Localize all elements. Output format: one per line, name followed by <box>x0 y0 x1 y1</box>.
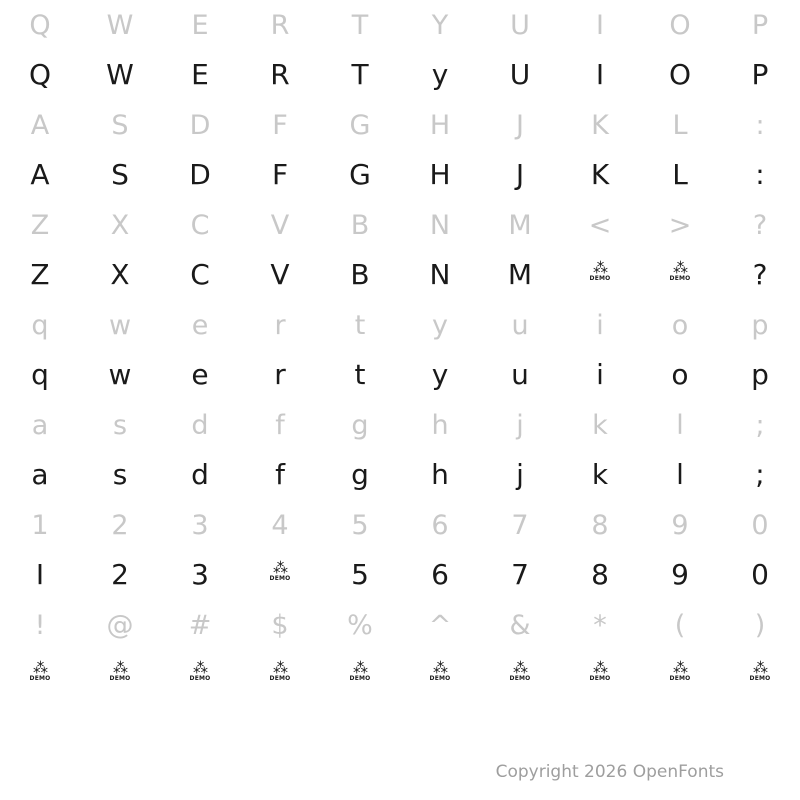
glyph-cell: k <box>592 409 608 441</box>
glyph-cell: < <box>588 209 612 241</box>
glyph-cell: w <box>108 358 132 391</box>
glyph-cell: G <box>349 158 371 191</box>
demo-marker-icon <box>560 650 640 700</box>
demo-marker-label: DEMO <box>589 675 611 682</box>
glyph-cell: 2 <box>111 509 129 541</box>
glyph-row <box>0 200 800 250</box>
demo-marker-icon <box>240 550 320 600</box>
glyph-cell: X <box>110 258 130 291</box>
flower-icon <box>188 659 212 688</box>
glyph-cell: 7 <box>511 509 529 541</box>
glyph-cell: u <box>511 358 529 391</box>
glyph-cell: 9 <box>671 509 689 541</box>
glyph-cell: q <box>31 358 49 391</box>
glyph-cell: * <box>593 609 607 641</box>
flower-petals: ⁂ <box>33 659 47 677</box>
glyph-cell: I <box>35 558 45 591</box>
glyph-cell: Y <box>431 9 449 41</box>
glyph-cell: W <box>106 9 134 41</box>
glyph-row <box>0 300 800 350</box>
glyph-cell: I <box>596 9 604 41</box>
glyph-cell: H <box>429 158 451 191</box>
glyph-cell: # <box>188 609 212 641</box>
flower-petals: ⁂ <box>593 259 607 277</box>
glyph-cell: ^ <box>428 609 452 641</box>
glyph-cell: O <box>669 9 691 41</box>
glyph-cell: o <box>671 309 689 341</box>
glyph-cell: D <box>189 109 211 141</box>
glyph-cell: : <box>755 158 765 191</box>
demo-marker-label: DEMO <box>189 675 211 682</box>
demo-marker-icon <box>0 650 80 700</box>
flower-icon <box>508 659 532 688</box>
glyph-cell: 5 <box>351 509 369 541</box>
glyph-cell: 3 <box>191 558 209 591</box>
glyph-cell: a <box>31 409 49 441</box>
flower-icon <box>428 659 452 688</box>
glyph-cell: Q <box>29 9 51 41</box>
glyph-cell: j <box>516 458 524 491</box>
glyph-cell: l <box>676 458 684 491</box>
glyph-cell: y <box>431 358 449 391</box>
glyph-cell: > <box>668 209 692 241</box>
glyph-cell: $ <box>271 609 289 641</box>
demo-marker-label: DEMO <box>669 275 691 282</box>
flower-icon <box>588 659 612 688</box>
flower-petals: ⁂ <box>273 559 287 577</box>
glyph-cell: C <box>190 209 210 241</box>
glyph-cell: y <box>431 58 449 91</box>
glyph-cell: & <box>509 609 531 641</box>
glyph-cell: F <box>272 109 288 141</box>
glyph-cell: S <box>111 158 129 191</box>
flower-petals: ⁂ <box>433 659 447 677</box>
glyph-cell: K <box>590 158 610 191</box>
glyph-cell: M <box>508 209 532 241</box>
glyph-cell: T <box>351 9 369 41</box>
glyph-cell: u <box>511 309 529 341</box>
glyph-cell: E <box>191 58 209 91</box>
glyph-cell: 5 <box>351 558 369 591</box>
glyph-cell: g <box>351 409 369 441</box>
flower-icon <box>668 259 692 288</box>
glyph-row <box>0 450 800 500</box>
demo-marker-icon <box>80 650 160 700</box>
glyph-cell: P <box>751 9 769 41</box>
glyph-cell: U <box>510 9 530 41</box>
glyph-cell: U <box>509 58 531 91</box>
footer <box>0 762 800 782</box>
flower-icon <box>668 659 692 688</box>
demo-marker-icon <box>720 650 800 700</box>
glyph-cell: N <box>429 209 451 241</box>
demo-marker-label: DEMO <box>349 675 371 682</box>
glyph-cell: g <box>351 458 369 491</box>
glyph-cell: o <box>671 358 689 391</box>
glyph-cell: L <box>672 109 688 141</box>
glyph-row <box>0 250 800 300</box>
glyph-cell: 6 <box>431 509 449 541</box>
glyph-cell: Q <box>28 58 52 91</box>
glyph-cell: X <box>110 209 130 241</box>
glyph-cell: ? <box>752 209 768 241</box>
glyph-cell: N <box>429 258 451 291</box>
glyph-cell: Z <box>30 258 50 291</box>
glyph-cell: r <box>274 358 286 391</box>
glyph-cell: R <box>270 9 290 41</box>
flower-petals: ⁂ <box>593 659 607 677</box>
glyph-cell: S <box>111 109 129 141</box>
glyph-cell: : <box>755 109 765 141</box>
glyph-cell: H <box>429 109 451 141</box>
flower-petals: ⁂ <box>113 659 127 677</box>
flower-icon <box>588 259 612 288</box>
demo-marker-label: DEMO <box>109 675 131 682</box>
glyph-cell: ; <box>755 409 765 441</box>
demo-marker-icon <box>480 650 560 700</box>
flower-petals: ⁂ <box>353 659 367 677</box>
glyph-cell: i <box>596 358 604 391</box>
glyph-row <box>0 350 800 400</box>
glyph-cell: p <box>751 358 769 391</box>
glyph-cell: 8 <box>591 558 609 591</box>
glyph-row <box>0 400 800 450</box>
demo-marker-label: DEMO <box>589 275 611 282</box>
glyph-cell: a <box>31 458 49 491</box>
glyph-row <box>0 50 800 100</box>
demo-marker-label: DEMO <box>269 675 291 682</box>
glyph-cell: ; <box>755 458 765 491</box>
demo-marker-icon <box>560 250 640 300</box>
glyph-cell: O <box>668 58 692 91</box>
glyph-cell: s <box>112 458 128 491</box>
glyph-cell: A <box>30 109 50 141</box>
glyph-cell: 8 <box>591 509 609 541</box>
flower-petals: ⁂ <box>673 659 687 677</box>
demo-marker-label: DEMO <box>749 675 771 682</box>
glyph-cell: d <box>191 409 209 441</box>
flower-petals: ⁂ <box>513 659 527 677</box>
glyph-cell: W <box>106 58 134 91</box>
glyph-cell: V <box>270 258 290 291</box>
glyph-row <box>0 100 800 150</box>
glyph-cell: h <box>431 409 449 441</box>
flower-petals: ⁂ <box>273 659 287 677</box>
flower-icon <box>348 659 372 688</box>
glyph-cell: p <box>751 309 769 341</box>
glyph-cell: k <box>591 458 609 491</box>
copyright-text: Copyright 2026 OpenFonts <box>495 762 724 782</box>
flower-icon <box>28 659 52 688</box>
demo-marker-icon <box>640 650 720 700</box>
flower-icon <box>108 659 132 688</box>
glyph-cell: E <box>191 9 209 41</box>
glyph-cell: K <box>591 109 609 141</box>
glyph-cell: w <box>108 309 132 341</box>
demo-marker-label: DEMO <box>509 675 531 682</box>
glyph-cell: J <box>516 109 524 141</box>
demo-marker-icon <box>240 650 320 700</box>
glyph-cell: ) <box>754 609 766 641</box>
glyph-cell: t <box>354 358 366 391</box>
demo-marker-icon <box>160 650 240 700</box>
glyph-cell: 0 <box>751 558 769 591</box>
glyph-cell: r <box>274 309 286 341</box>
demo-marker-icon <box>320 650 400 700</box>
glyph-cell: @ <box>106 609 134 641</box>
glyph-cell: 1 <box>31 509 49 541</box>
glyph-cell: s <box>112 409 128 441</box>
demo-marker-label: DEMO <box>269 575 291 582</box>
glyph-cell: % <box>347 609 373 641</box>
glyph-row <box>0 600 800 650</box>
glyph-cell: R <box>270 58 290 91</box>
glyph-cell: 6 <box>431 558 449 591</box>
glyph-cell: e <box>191 309 209 341</box>
glyph-cell: G <box>349 109 371 141</box>
demo-marker-icon <box>640 250 720 300</box>
glyph-row <box>0 0 800 50</box>
flower-icon <box>268 559 292 588</box>
glyph-cell: A <box>30 158 50 191</box>
glyph-cell: l <box>676 409 684 441</box>
glyph-cell: t <box>354 309 366 341</box>
glyph-cell: f <box>275 458 285 491</box>
glyph-cell: I <box>595 58 605 91</box>
demo-marker-label: DEMO <box>29 675 51 682</box>
glyph-cell: y <box>432 309 448 341</box>
glyph-cell: B <box>350 209 370 241</box>
flower-petals: ⁂ <box>193 659 207 677</box>
glyph-cell: L <box>672 158 688 191</box>
glyph-cell: i <box>596 309 604 341</box>
glyph-cell: d <box>191 458 209 491</box>
glyph-row <box>0 150 800 200</box>
demo-marker-label: DEMO <box>429 675 451 682</box>
demo-marker-icon <box>400 650 480 700</box>
demo-marker-label: DEMO <box>669 675 691 682</box>
glyph-cell: f <box>275 409 285 441</box>
glyph-cell: J <box>515 158 525 191</box>
flower-icon <box>748 659 772 688</box>
glyph-cell: 4 <box>271 509 289 541</box>
glyph-cell: j <box>516 409 524 441</box>
glyph-row <box>0 550 800 600</box>
glyph-cell: Z <box>30 209 50 241</box>
glyph-cell: h <box>431 458 449 491</box>
glyph-cell: 9 <box>671 558 689 591</box>
glyph-cell: D <box>189 158 211 191</box>
glyph-cell: ( <box>674 609 686 641</box>
glyph-cell: 7 <box>511 558 529 591</box>
glyph-cell: P <box>751 58 769 91</box>
flower-icon <box>268 659 292 688</box>
glyph-cell: 2 <box>111 558 129 591</box>
glyph-cell: ! <box>34 609 46 641</box>
flower-petals: ⁂ <box>753 659 767 677</box>
glyph-cell: e <box>191 358 209 391</box>
glyph-cell: F <box>271 158 289 191</box>
glyph-cell: B <box>350 258 370 291</box>
glyph-cell: q <box>31 309 49 341</box>
glyph-cell: C <box>190 258 210 291</box>
glyph-cell: 0 <box>751 509 769 541</box>
glyph-cell: T <box>351 58 369 91</box>
glyph-cell: M <box>507 258 533 291</box>
glyph-cell: 3 <box>191 509 209 541</box>
flower-petals: ⁂ <box>673 259 687 277</box>
glyph-cell: ? <box>752 258 768 291</box>
glyph-row <box>0 650 800 700</box>
glyph-cell: V <box>270 209 290 241</box>
glyph-row <box>0 500 800 550</box>
